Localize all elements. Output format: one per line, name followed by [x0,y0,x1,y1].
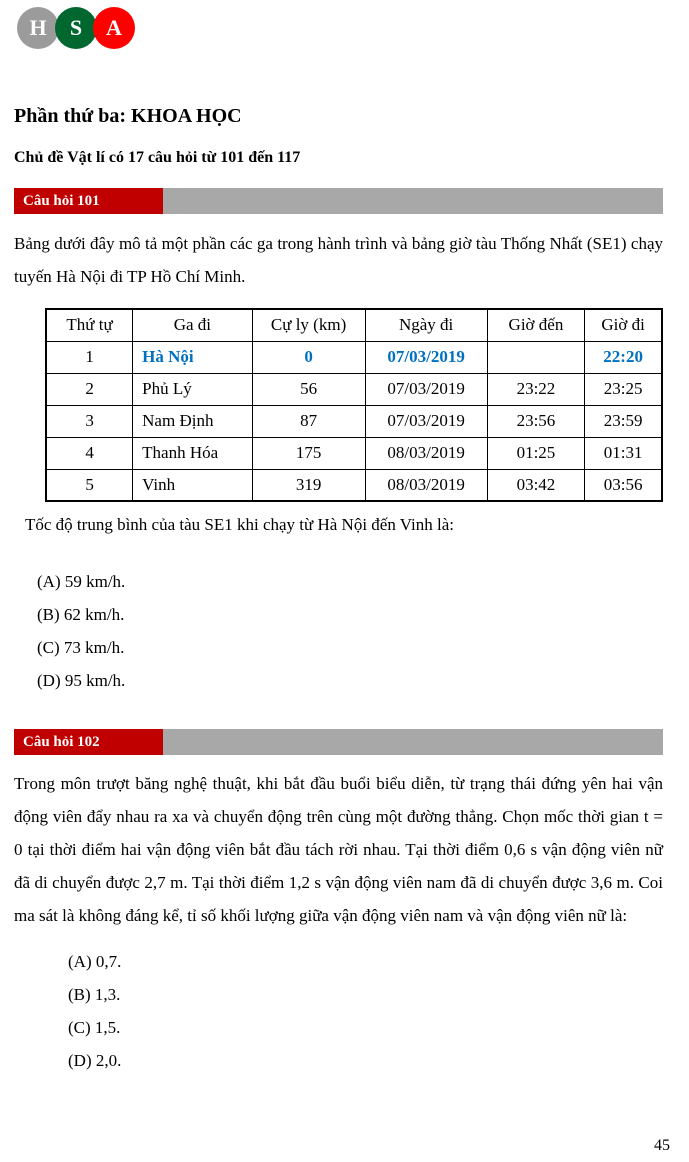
table-cell: 2 [46,373,133,405]
part-title: Phần thứ ba: KHOA HỌC [14,105,242,127]
table-cell: 08/03/2019 [365,437,487,469]
question-101-option-a: (A) 59 km/h. [37,572,126,591]
question-102-option-d: (D) 2,0. [68,1051,122,1070]
table-cell: 08/03/2019 [365,469,487,501]
col-header-departure: Giờ đi [585,309,662,341]
table-cell: 01:31 [585,437,662,469]
table-header-row [46,309,662,341]
col-header-order: Thứ tự [46,309,133,341]
col-header-station: Ga đi [133,309,252,341]
question-102-options [68,945,663,1077]
table-cell: Phủ Lý [133,373,252,405]
table-cell: 87 [252,405,365,437]
table-cell: 23:56 [487,405,585,437]
question-102-body: Trong môn trượt băng nghệ thuật, khi bắt đầu buổi biểu diễn, từ trạng thái đứng yên hai vận động viên đẩy nhau ra xa và chuyển động trên cùng một đường thẳng. Chọn mốc thời gian t = 0 tại thời điểm hai vận động viên bắt đầu tách rời nhau. Tại thời điểm 0,6 s vận động viên nữ đã di chuyển được 2,7 m. Tại thời điểm 1,2 s vận động viên nam đã di chuyển được 3,6 m. Coi ma sát là không đáng kể, tỉ số khối lượng giữa vận động viên nam và vận động viên nữ là: [14,774,663,925]
table-cell: 01:25 [487,437,585,469]
question-101-banner-label: Câu hỏi 101 [14,188,163,214]
table-cell: Thanh Hóa [133,437,252,469]
question-102-banner-label: Câu hỏi 102 [14,729,163,755]
logo-circle-h [17,7,59,49]
table-cell: 07/03/2019 [365,341,487,373]
table-cell: 22:20 [585,341,662,373]
table-cell: 03:42 [487,469,585,501]
table-cell: 03:56 [585,469,662,501]
table-cell: Vinh [133,469,252,501]
logo-circle-s [55,7,97,49]
question-101-banner [14,188,663,214]
question-101-option-b: (B) 62 km/h. [37,605,125,624]
table-cell: 23:22 [487,373,585,405]
table-cell: Nam Định [133,405,252,437]
col-header-distance: Cự ly (km) [252,309,365,341]
table-cell: 56 [252,373,365,405]
col-header-date: Ngày đi [365,309,487,341]
col-header-arrival: Giờ đến [487,309,585,341]
question-102-option-b: (B) 1,3. [68,985,121,1004]
question-101-intro: Bảng dưới đây mô tả một phần các ga trong hành trình và bảng giờ tàu Thống Nhất (SE1) chạy tuyến Hà Nội đi TP Hồ Chí Minh. [14,234,663,286]
topic-subtitle: Chủ đề Vật lí có 17 câu hỏi từ 101 đến 117 [14,149,301,166]
table-cell: 0 [252,341,365,373]
table-cell: 1 [46,341,133,373]
logo-letter-s: S [69,15,83,40]
table-row-vinh [46,469,662,501]
question-102-option-a: (A) 0,7. [68,952,122,971]
table-cell: 07/03/2019 [365,405,487,437]
table-cell: 175 [252,437,365,469]
table-cell: 23:59 [585,405,662,437]
question-101-prompt: Tốc độ trung bình của tàu SE1 khi chạy từ Hà Nội đến Vinh là: [25,515,455,534]
question-102-banner [14,729,663,755]
table-row-hanoi [46,341,662,373]
table-cell: 07/03/2019 [365,373,487,405]
table-row-phu-ly [46,373,662,405]
page-number: 45 [654,1137,670,1154]
hsa-logo [17,7,663,49]
question-102-option-c: (C) 1,5. [68,1018,121,1037]
table-row-thanh-hoa [46,437,662,469]
logo-letter-h: H [29,15,47,40]
table-cell [487,341,585,373]
table-cell: Hà Nội [133,341,252,373]
table-cell: 319 [252,469,365,501]
logo-letter-a: A [106,15,122,40]
document-page [0,7,689,1162]
question-101-option-d: (D) 95 km/h. [37,671,126,690]
table-cell: 5 [46,469,133,501]
question-101-options [37,565,663,697]
table-row-nam-dinh [46,405,662,437]
question-101-banner-bar [163,188,663,214]
table-cell: 4 [46,437,133,469]
table-cell: 3 [46,405,133,437]
train-timetable [45,308,663,502]
table-cell: 23:25 [585,373,662,405]
logo-circle-a [93,7,135,49]
question-102-banner-bar [163,729,663,755]
question-101-option-c: (C) 73 km/h. [37,638,125,657]
